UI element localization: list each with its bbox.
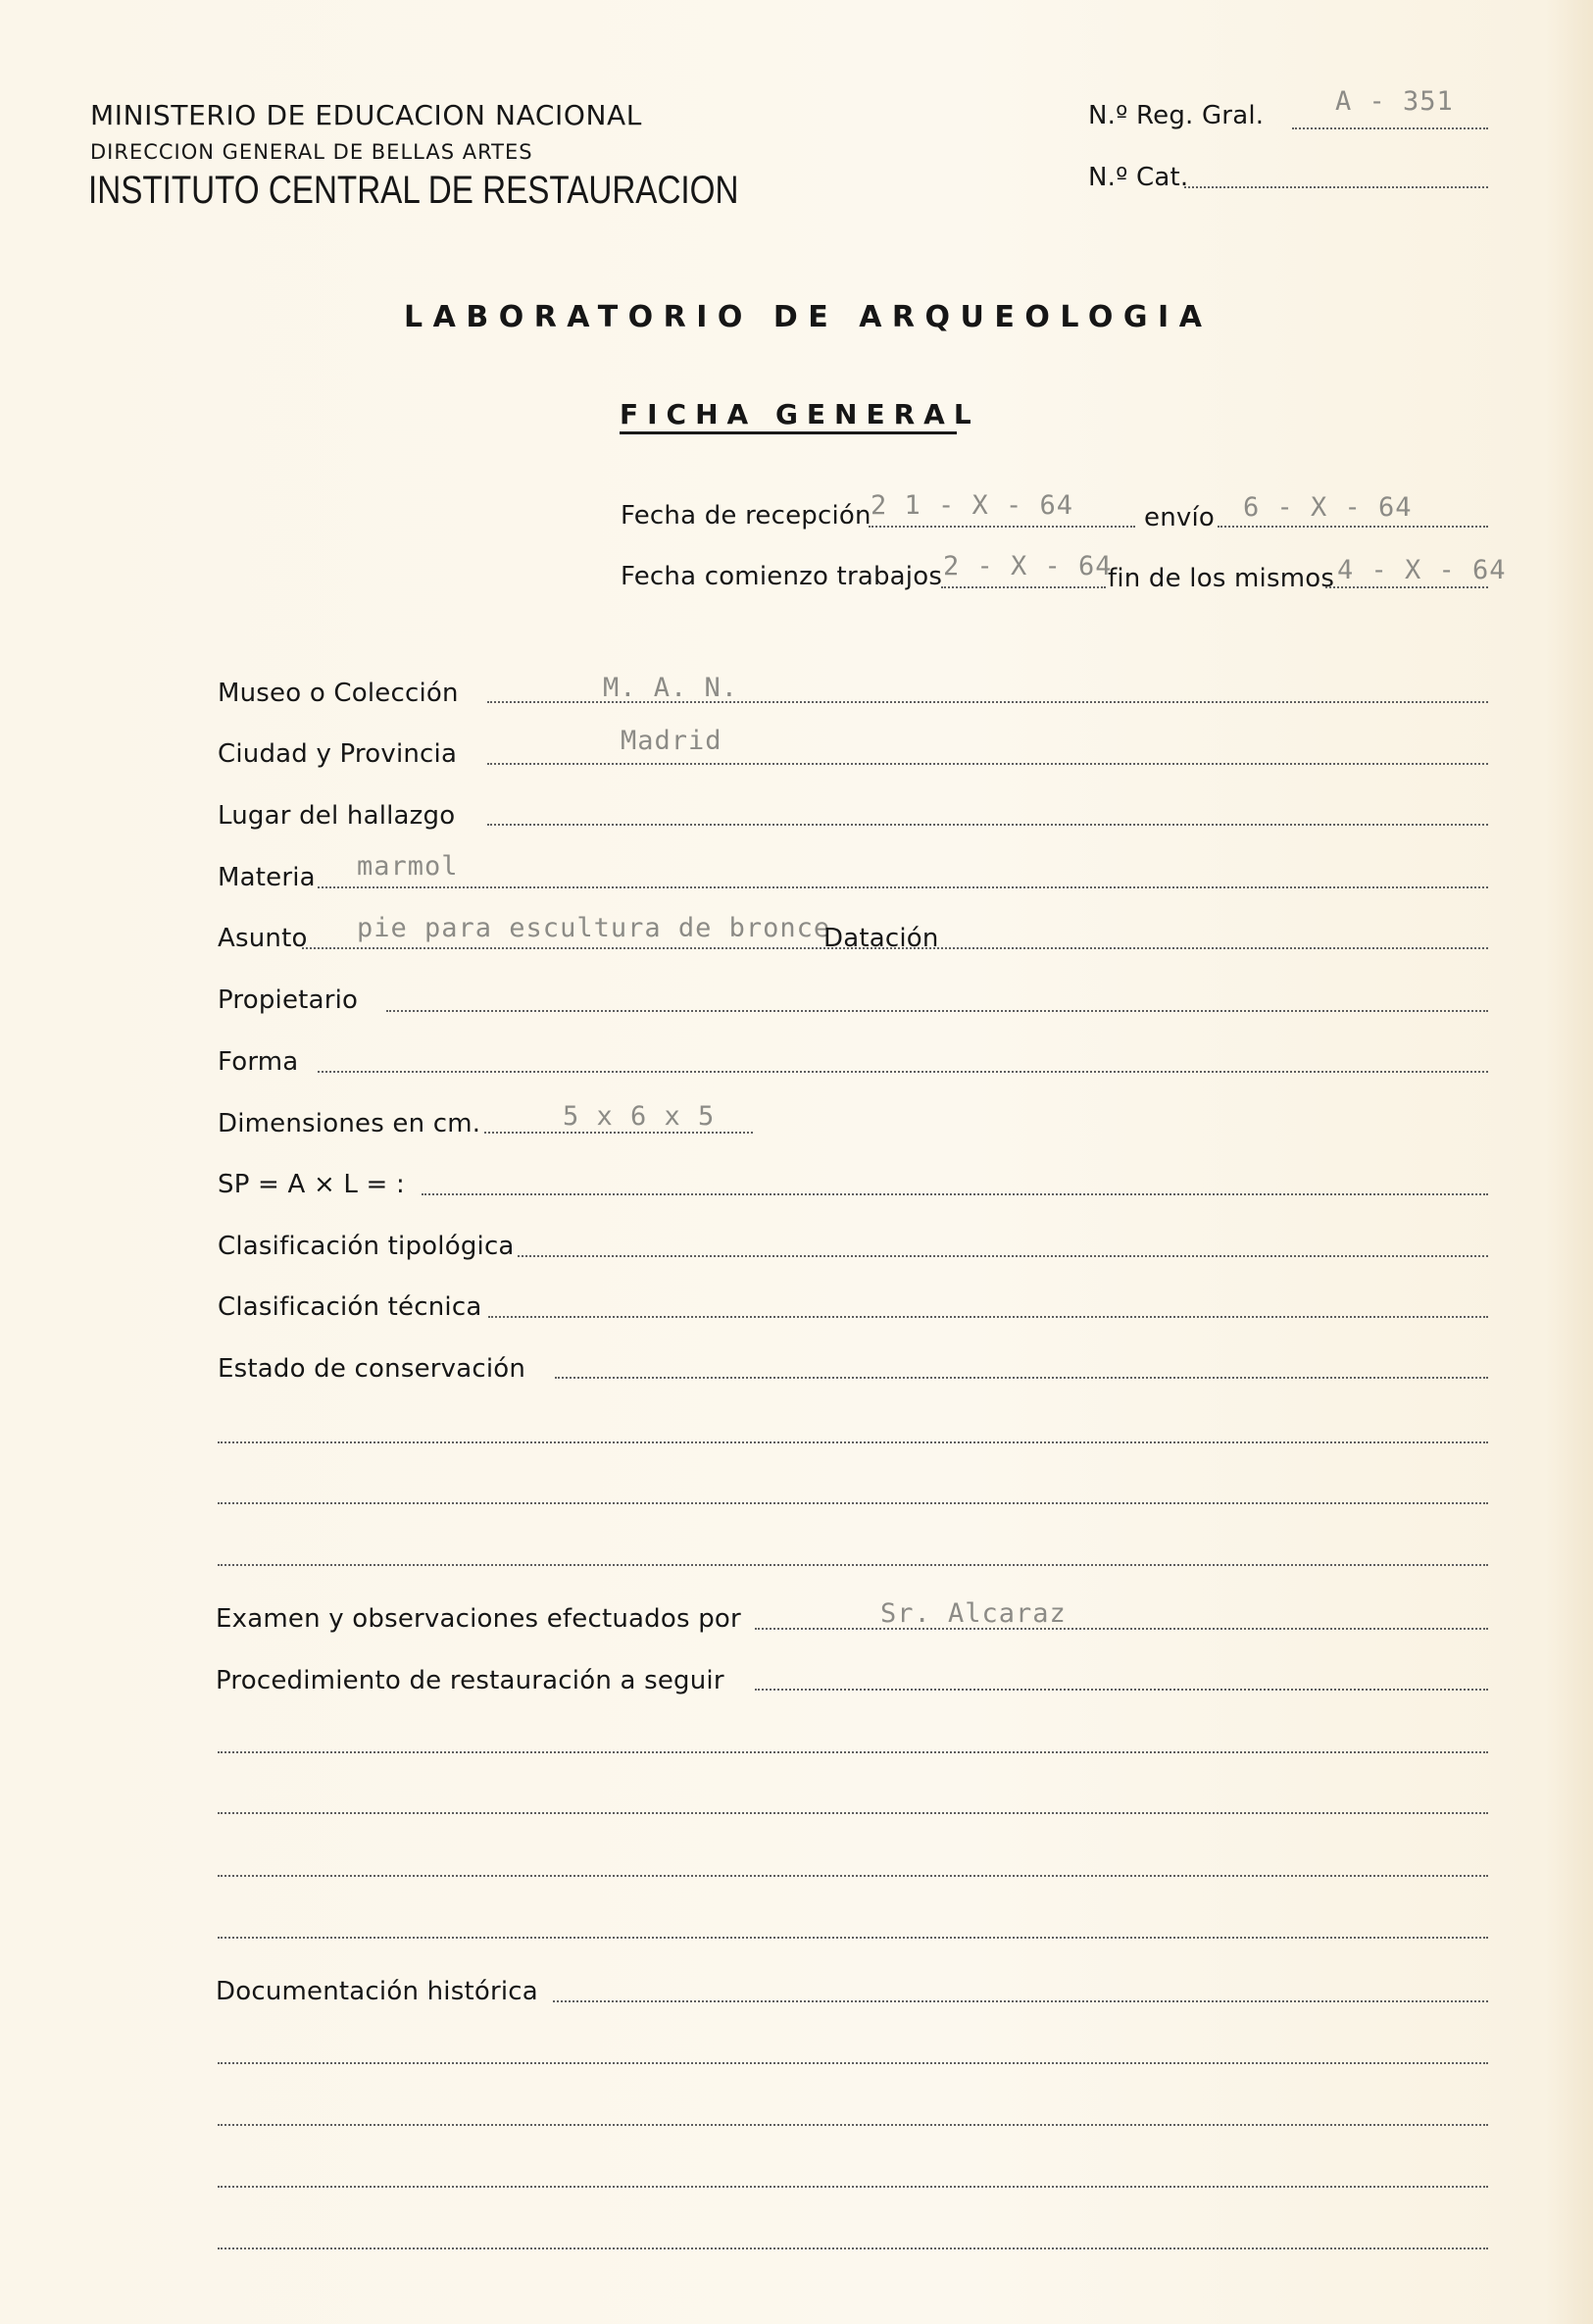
ficha-underline (620, 431, 957, 434)
reg-gral-value: A - 351 (1335, 86, 1454, 117)
lugar-line (487, 824, 1488, 826)
sp-line (422, 1193, 1488, 1195)
forma-label: Forma (218, 1047, 299, 1077)
recepcion-label: Fecha de recepción (621, 501, 871, 530)
documentacion-line-4 (218, 2186, 1488, 2188)
direction-heading: DIRECCION GENERAL DE BELLAS ARTES (90, 140, 533, 164)
procedimiento-line-3 (218, 1812, 1488, 1814)
materia-value: marmol (357, 851, 459, 882)
documentacion-line-5 (218, 2248, 1488, 2249)
lugar-label: Lugar del hallazgo (218, 801, 456, 831)
museo-value: M. A. N. (603, 673, 739, 703)
cat-label: N.º Cat. (1088, 163, 1189, 192)
procedimiento-line (755, 1689, 1488, 1691)
recepcion-value: 2 1 - X - 64 (871, 490, 1074, 521)
propietario-line (386, 1010, 1488, 1012)
documentacion-line-2 (218, 2062, 1488, 2064)
fin-value: 4 - X - 64 (1337, 555, 1507, 585)
envio-line (1218, 526, 1488, 528)
reg-gral-label: N.º Reg. Gral. (1088, 101, 1265, 130)
materia-line (318, 886, 1488, 888)
dimensiones-value: 5 x 6 x 5 (563, 1101, 716, 1132)
comienzo-value: 2 - X - 64 (943, 551, 1113, 581)
examen-label: Examen y observaciones efectuados por (216, 1604, 741, 1634)
procedimiento-line-4 (218, 1875, 1488, 1877)
recepcion-line (869, 526, 1135, 528)
forma-line (318, 1071, 1488, 1073)
examen-value: Sr. Alcaraz (880, 1598, 1067, 1629)
ciudad-label: Ciudad y Provincia (218, 739, 458, 769)
dimensiones-line (484, 1132, 753, 1134)
procedimiento-line-2 (218, 1751, 1488, 1753)
clas-tipologica-label: Clasificación tipológica (218, 1232, 515, 1261)
fin-label: fin de los mismos (1108, 564, 1335, 593)
dimensiones-label: Dimensiones en cm. (218, 1109, 481, 1138)
procedimiento-line-5 (218, 1937, 1488, 1939)
ficha-title: FICHA GENERAL (620, 398, 980, 430)
institute-heading: INSTITUTO CENTRAL DE RESTAURACION (88, 169, 739, 212)
datacion-label: Datación (823, 924, 939, 953)
lab-title: LABORATORIO DE ARQUEOLOGIA (404, 300, 1213, 334)
ciudad-value: Madrid (621, 726, 722, 756)
propietario-label: Propietario (218, 985, 359, 1015)
reg-gral-line (1292, 127, 1488, 129)
clas-tecnica-label: Clasificación técnica (218, 1292, 482, 1322)
estado-label: Estado de conservación (218, 1354, 526, 1384)
documentacion-label: Documentación histórica (216, 1977, 538, 2006)
documentacion-line-3 (218, 2124, 1488, 2126)
sp-label: SP = A × L = : (218, 1170, 405, 1199)
estado-line-2 (218, 1441, 1488, 1443)
comienzo-line (941, 586, 1106, 588)
examen-line (755, 1628, 1488, 1630)
procedimiento-label: Procedimiento de restauración a seguir (216, 1666, 724, 1695)
documentacion-line (553, 2000, 1488, 2002)
clas-tecnica-line (488, 1316, 1488, 1318)
envio-value: 6 - X - 64 (1243, 492, 1413, 523)
asunto-value: pie para escultura de bronce (357, 913, 831, 943)
ministry-heading: MINISTERIO DE EDUCACION NACIONAL (90, 99, 642, 131)
asunto-label: Asunto (218, 924, 308, 953)
cat-line (1184, 186, 1488, 188)
clas-tipologica-line (518, 1255, 1488, 1257)
museo-label: Museo o Colección (218, 679, 459, 708)
ciudad-line (487, 763, 1488, 765)
materia-label: Materia (218, 863, 316, 892)
envio-label: envío (1144, 503, 1215, 532)
estado-line (555, 1377, 1488, 1379)
fin-line (1325, 586, 1488, 588)
comienzo-label: Fecha comienzo trabajos (621, 562, 943, 591)
estado-line-4 (218, 1564, 1488, 1566)
estado-line-3 (218, 1502, 1488, 1504)
